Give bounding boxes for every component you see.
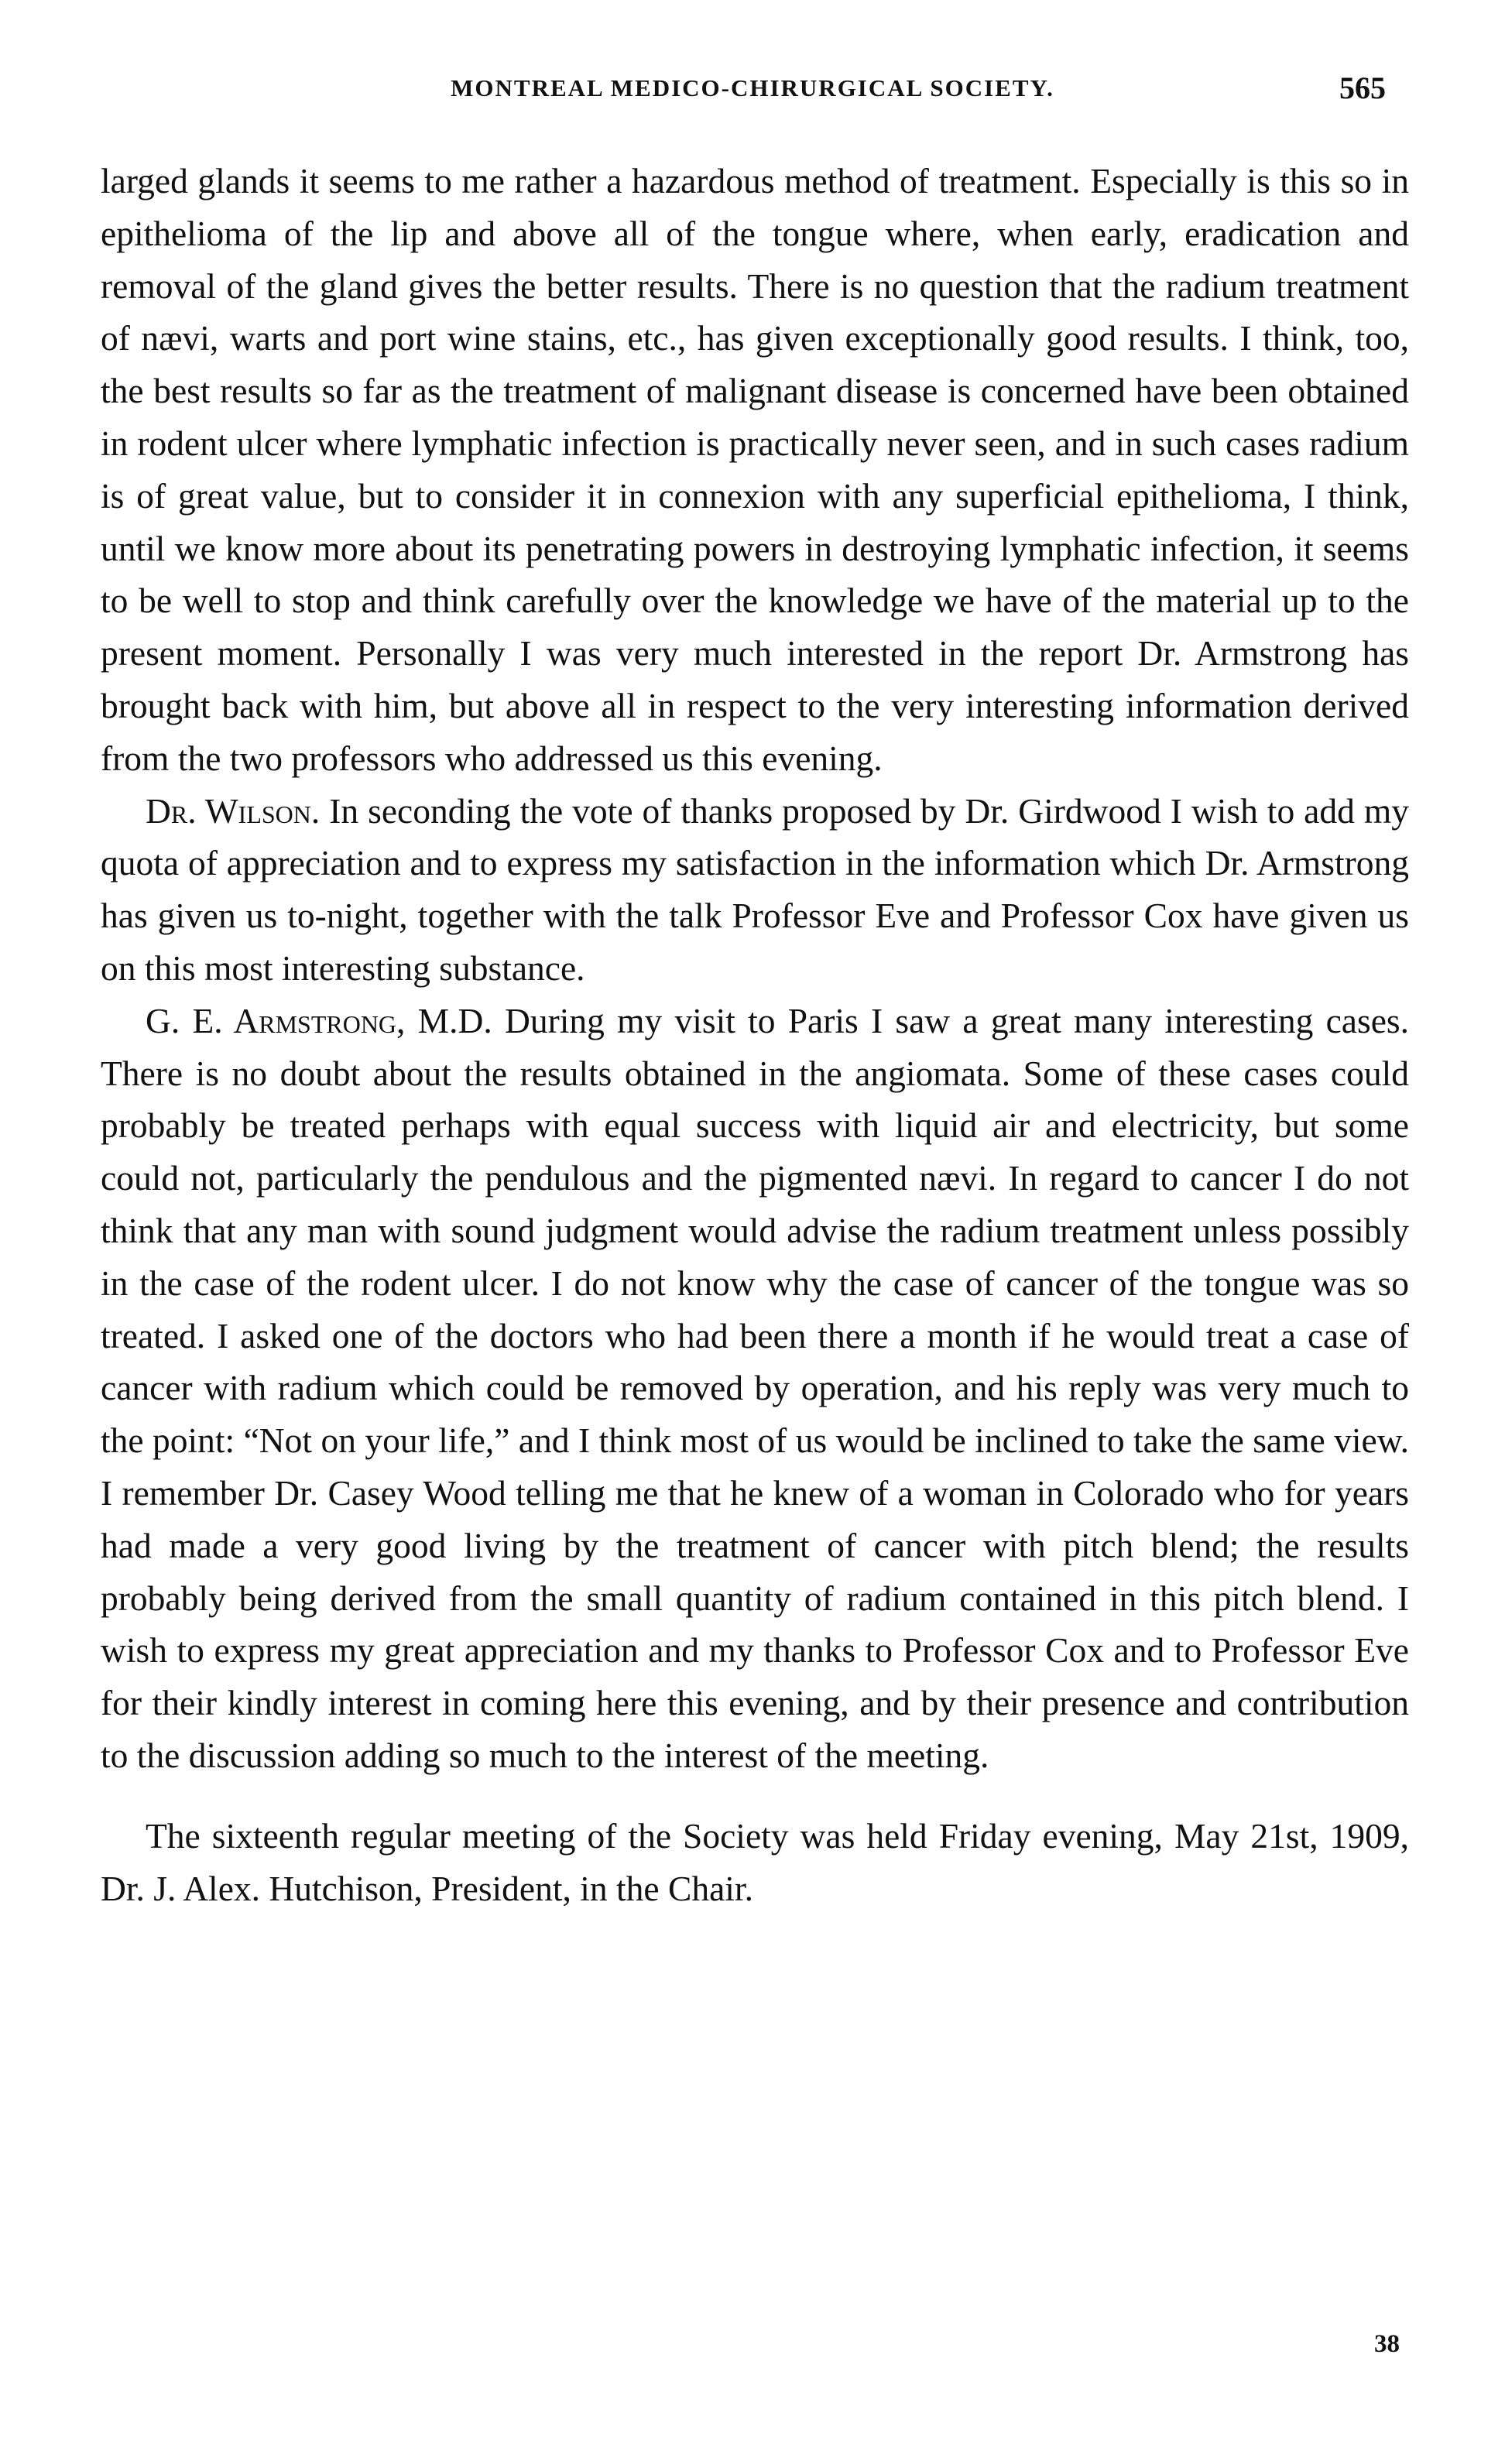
body-text <box>101 155 1409 1914</box>
paragraph-text: In seconding the vote of thanks proposed by Dr. Girdwood I wish to add my quota of appreciation and to express my satisfaction in the information which Dr. Armstrong has given us to-night, together with the talk Professor Eve and Professor Cox have given us on this most interesting substance. <box>101 790 1409 988</box>
paragraph-wilson <box>101 785 1409 995</box>
running-title: MONTREAL MEDICO-CHIRURGICAL SOCIETY. <box>451 74 1054 101</box>
paragraph-armstrong <box>101 995 1409 1782</box>
speaker-name: Dr. Wilson. <box>146 790 321 831</box>
page-number: 565 <box>1339 70 1386 105</box>
paragraph-continuation: larged glands it seems to me rather a hazardous method of treatment. Especially is this so in epithelioma of the lip and above all of the tongue where, when early, eradication and removal of the gland gives the better results. There is no question that the radium treatment of nævi, warts and port wine stains, etc., has given exceptionally good results. I think, too, the best results so far as the treatment of malignant disease is concerned have been obtained in rodent ulcer where lymphatic infection is practically never seen, and in such cases radium is of great value, but to consider it in connexion with any superficial epithelioma, I think, until we know more about its penetrating powers in destroying lymphatic infection, it seems to be well to stop and think carefully over the knowledge we have of the material up to the present moment. Personally I was very much interested in the report Dr. Armstrong has brought back with him, but above all in respect to the very interesting information derived from the two professors who addressed us this evening. <box>101 161 1409 778</box>
speaker-name: G. E. Armstrong, M.D. <box>146 1000 492 1040</box>
running-head <box>101 70 1404 121</box>
signature-mark: 38 <box>1374 2330 1400 2358</box>
section-gap <box>101 1782 1409 1810</box>
paragraph-text: During my visit to Paris I saw a great many interesting cases. There is no doubt about the results obtained in the angiomata. Some of these cases could probably be treated perhaps with equal success with liquid air and electricity, but some could not, particularly the pendulous and the pigmented nævi. In regard to cancer I do not think that any man with sound judgment would advise the radium treatment unless possibly in the case of the rodent ulcer. I do not know why the case of cancer of the tongue was so treated. I asked one of the doctors who had been there a month if he would treat a case of cancer with radium which could be removed by operation, and his reply was very much to the point: “Not on your life,” and I think most of us would be inclined to take the same view. I remember Dr. Casey Wood telling me that he knew of a woman in Colorado who for years had made a very good living by the treatment of cancer with pitch blend; the results probably being derived from the small quantity of radium contained in this pitch blend. I wish to express my great appreciation and my thanks to Professor Cox and to Professor Eve for their kindly interest in coming here this evening, and by their presence and contribution to the discussion adding so much to the interest of the meeting. <box>101 1000 1409 1775</box>
paragraph-meeting-notice: The sixteenth regular meeting of the Society was held Friday evening, May 21st, 1909, Dr. J. Alex. Hutchison, President, in the Chair. <box>101 1815 1409 1908</box>
